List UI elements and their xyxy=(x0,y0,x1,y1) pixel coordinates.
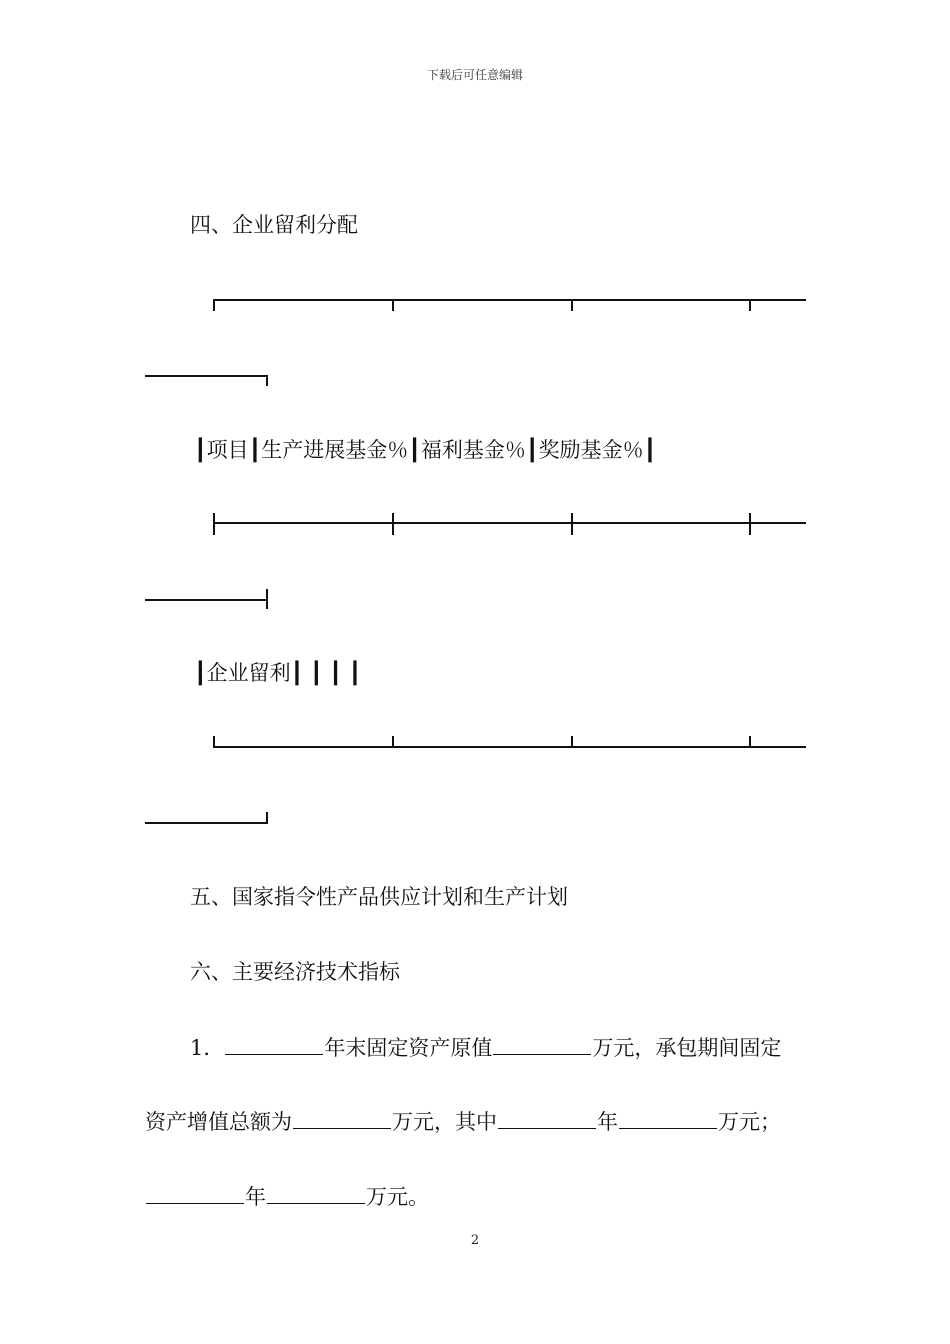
blank-field-year-2[interactable] xyxy=(498,1127,596,1129)
blank-field-amount-2[interactable] xyxy=(619,1127,717,1129)
item-1-line-3: 年 万元。 xyxy=(145,1187,429,1208)
item-1-prefix: 1． xyxy=(190,1036,225,1060)
blank-field-year-1[interactable] xyxy=(225,1053,323,1055)
blank-field-amount-3[interactable] xyxy=(267,1202,365,1204)
table-header-row: ┃项目┃生产进展基金％┃福利基金％┃奖励基金％┃ xyxy=(194,438,657,462)
section-6-title: 六、主要经济技术指标 xyxy=(190,960,400,984)
blank-field-year-3[interactable] xyxy=(146,1202,244,1204)
table-data-row: ┃企业留利┃ ┃ ┃ ┃ xyxy=(194,661,362,685)
blank-field-original-value[interactable] xyxy=(493,1053,591,1055)
section-4-title: 四、企业留利分配 xyxy=(190,213,358,237)
blank-field-total-increase[interactable] xyxy=(293,1127,391,1129)
page-number: 2 xyxy=(470,1233,480,1248)
item-1-line-1: 1． 年末固定资产原值 万元，承包期间固定 xyxy=(190,1036,782,1060)
section-5-title: 五、国家指令性产品供应计划和生产计划 xyxy=(190,885,568,909)
page-header: 下载后可任意编辑 xyxy=(426,68,523,82)
item-1-line-2: 资产增值总额为 万元，其中 年 万元； xyxy=(145,1110,781,1134)
